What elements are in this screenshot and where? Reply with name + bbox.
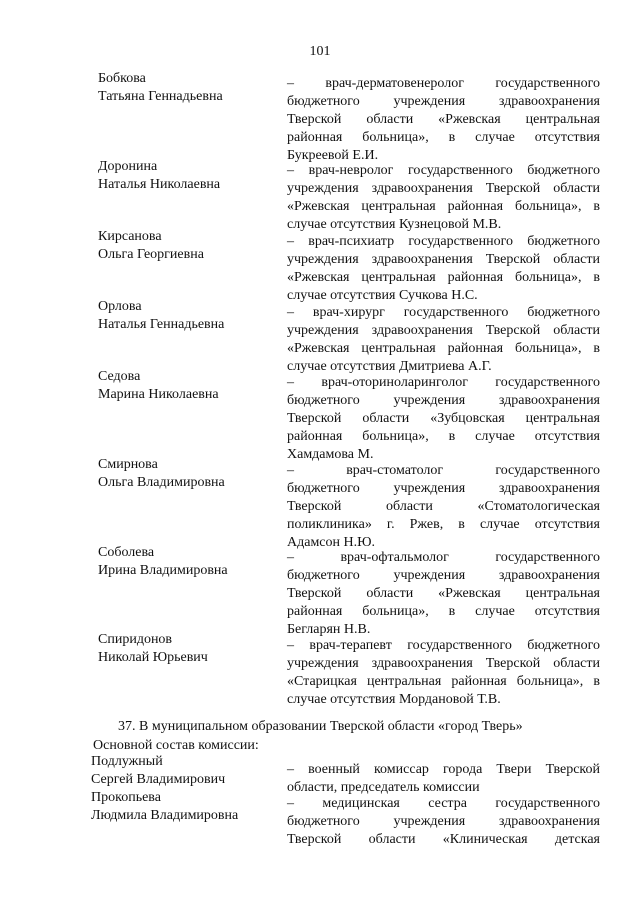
description-line: области, председатель комиссии [287,780,480,795]
given-names: Людмила Владимировна [91,808,239,823]
description-line: случае отсутствия Сучкова Н.С. [287,288,478,303]
surname: Соболева [98,545,155,560]
surname: Смирнова [98,457,158,472]
surname: Подлужный [91,754,163,769]
description-line: случае отсутствия Кузнецовой М.В. [287,217,502,232]
given-names: Наталья Николаевна [98,177,221,192]
description-line: «Старицкая центральная районная больница», в [287,674,600,689]
page-number: 101 [309,44,331,59]
person-name [98,544,278,580]
description-line: Хамдамова М. [287,447,374,462]
surname: Прокопьева [91,790,161,805]
description-line: бюджетного учреждения здравоохранения [287,568,600,583]
position-description [287,637,600,709]
description-line: – военный комиссар города Твери Тверской [287,762,600,777]
given-names: Ольга Георгиевна [98,247,204,262]
description-line: учреждения здравоохранения Тверской области [287,656,600,671]
description-line: «Ржевская центральная районная больница», в [287,199,600,214]
description-line: – врач-дерматовенеролог государственного [287,76,600,91]
section-heading: 37. В муниципальном образовании Тверской области «город Тверь» [118,719,523,734]
description-line: – врач-хирург государственного бюджетного [287,305,600,320]
person-name [98,70,278,106]
description-line: бюджетного учреждения здравоохранения [287,393,600,408]
person-name [98,631,278,667]
description-line: – врач-невролог государственного бюджетного [287,163,600,178]
description-line: Адамсон Н.Ю. [287,535,376,550]
given-names: Ирина Владимировна [98,563,228,578]
description-line: Букреевой Е.И. [287,148,379,163]
position-description [287,761,600,797]
surname: Спиридонов [98,632,173,647]
description-line: учреждения здравоохранения Тверской области [287,323,600,338]
surname: Бобкова [98,71,146,86]
description-line: учреждения здравоохранения Тверской области [287,181,600,196]
surname: Седова [98,369,141,384]
person-name [98,158,278,194]
given-names: Татьяна Геннадьевна [98,89,223,104]
given-names: Марина Николаевна [98,387,219,402]
surname: Кирсанова [98,229,162,244]
description-line: бюджетного учреждения здравоохранения [287,814,600,829]
description-line: случае отсутствия Мордановой Т.В. [287,692,501,707]
person-name [98,228,278,264]
description-line: – врач-офтальмолог государственного [287,550,600,565]
position-description [287,162,600,234]
person-name [98,368,278,404]
description-line: учреждения здравоохранения Тверской области [287,252,600,267]
description-line: Тверской области «Ржевская центральная [287,112,600,127]
position-description [287,75,600,165]
description-line: поликлиника» г. Ржев, в случае отсутствия [287,517,600,532]
section-subheading: Основной состав комиссии: [93,738,259,753]
given-names: Сергей Владимирович [91,772,226,787]
description-line: Тверской области «Зубцовская центральная [287,411,600,426]
description-line: районная больница», в случае отсутствия [287,604,600,619]
given-names: Ольга Владимировна [98,475,225,490]
description-line: – медицинская сестра государственного [287,796,600,811]
position-description [287,233,600,305]
person-name [91,753,271,789]
surname: Доронина [98,159,158,174]
given-names: Наталья Геннадьевна [98,317,225,332]
description-line: районная больница», в случае отсутствия [287,130,600,145]
person-name [98,298,278,334]
surname: Орлова [98,299,142,314]
description-line: – врач-психиатр государственного бюджетного [287,234,600,249]
given-names: Николай Юрьевич [98,650,208,665]
description-line: случае отсутствия Дмитриева А.Г. [287,359,492,374]
description-line: районная больница», в случае отсутствия [287,429,600,444]
person-name [98,456,278,492]
description-line: – врач-стоматолог государственного [287,463,600,478]
description-line: бюджетного учреждения здравоохранения [287,94,600,109]
description-line: бюджетного учреждения здравоохранения [287,481,600,496]
description-line: Тверской области «Стоматологическая [287,499,600,514]
position-description [287,795,600,849]
description-line: «Ржевская центральная районная больница», в [287,341,600,356]
description-line: Тверской области «Клиническая детская [287,832,600,847]
position-description [287,304,600,376]
description-line: Бегларян Н.В. [287,622,371,637]
description-line: Тверской области «Ржевская центральная [287,586,600,601]
person-name [91,789,271,825]
position-description [287,374,600,464]
description-line: – врач-оториноларинголог государственного [287,375,600,390]
description-line: – врач-терапевт государственного бюджетного [287,638,600,653]
description-line: «Ржевская центральная районная больница», в [287,270,600,285]
position-description [287,549,600,639]
position-description [287,462,600,552]
